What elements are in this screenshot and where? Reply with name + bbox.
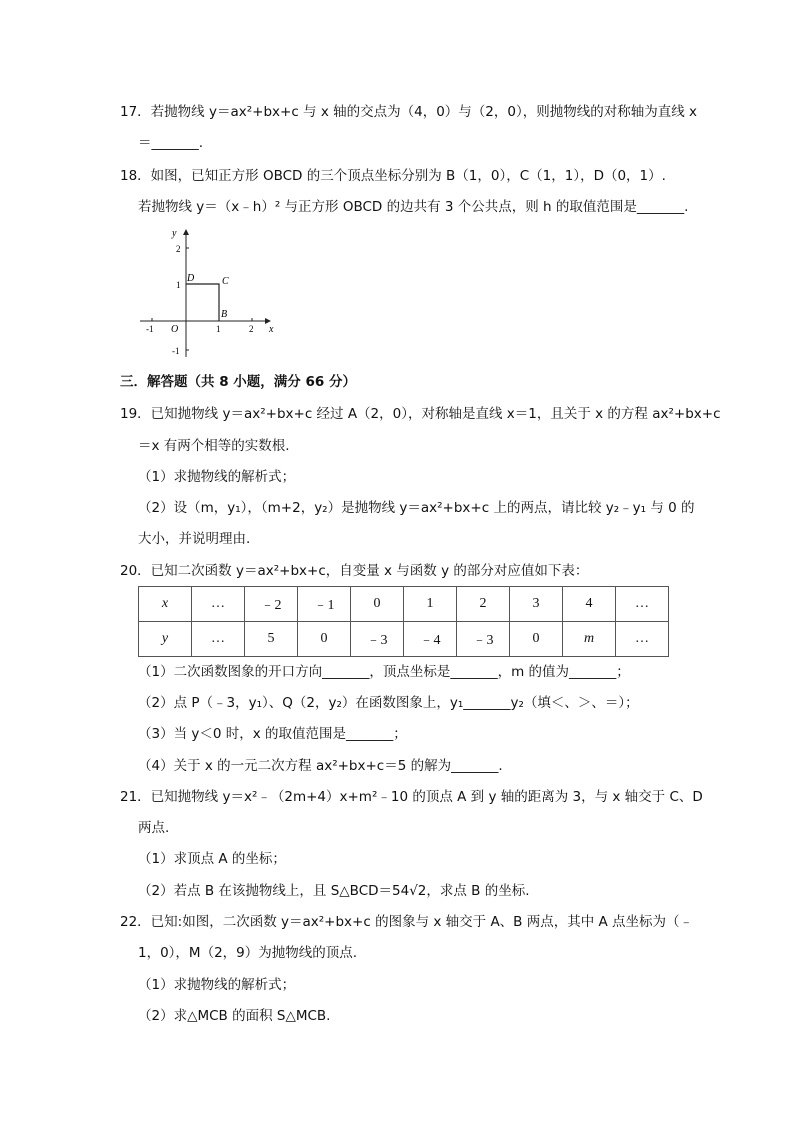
table-cell: …	[616, 622, 669, 657]
x-tick-label: 1	[216, 324, 221, 334]
q22-part-1: （1）求抛物线的解析式；	[138, 977, 296, 993]
q22-line-1: 22．已知:如图，二次函数 y＝ax²+bx+c 的图象与 x 轴交于 A、B 两点，其中 A 点坐标为（﹣	[120, 914, 694, 930]
table-row-x	[139, 587, 669, 622]
point-c-label: C	[222, 276, 229, 287]
table-cell: 0	[298, 622, 351, 657]
table-cell: x	[139, 587, 192, 622]
q19-line-1: 19．已知抛物线 y＝ax²+bx+c 经过 A（2，0），对称轴是直线 x＝1，且关于 x 的方程 ax²+bx+c	[120, 406, 721, 422]
table-cell: ﹣4	[404, 622, 457, 657]
table-cell: ﹣3	[351, 622, 404, 657]
q22-part-2: （2）求△MCB 的面积 S△MCB.	[138, 1008, 331, 1024]
value-table	[138, 586, 669, 657]
q20-part-4: （4）关于 x 的一元二次方程 ax²+bx+c＝5 的解为_______.	[138, 758, 503, 774]
table-cell: 0	[510, 622, 563, 657]
q21-line-1: 21．已知抛物线 y＝x²﹣（2m+4）x+m²﹣10 的顶点 A 到 y 轴的距离为 3，与 x 轴交于 C、D	[120, 789, 703, 805]
point-b-label: B	[221, 309, 228, 320]
q19-part-1: （1）求抛物线的解析式；	[138, 469, 296, 485]
table-cell: …	[192, 622, 245, 657]
q18-line-2: 若抛物线 y＝（x﹣h）² 与正方形 OBCD 的边共有 3 个公共点，则 h 的取值范围是_______.	[138, 199, 689, 215]
square-coordinate-figure	[138, 222, 288, 362]
table-cell: 1	[404, 587, 457, 622]
q19-part-2-line-2: 大小，并说明理由.	[138, 531, 251, 547]
q18-line-1: 18．如图，已知正方形 OBCD 的三个顶点坐标分别为 B（1，0），C（1，1），D（0，1）.	[120, 168, 666, 184]
table-cell: …	[192, 587, 245, 622]
q19-part-2-line-1: （2）设（m，y₁），（m+2，y₂）是抛物线 y＝ax²+bx+c 上的两点，请比较 y₂﹣y₁ 与 0 的	[138, 500, 695, 516]
x-tick-label: -1	[146, 324, 154, 334]
y-tick-label: 2	[176, 244, 181, 254]
origin-label: O	[171, 324, 179, 335]
y-axis-label: y	[172, 228, 177, 239]
table-cell: 3	[510, 587, 563, 622]
q20-part-1: （1）二次函数图象的开口方向_______，顶点坐标是_______，m 的值为_______；	[138, 664, 630, 680]
table-cell: y	[139, 622, 192, 657]
table-cell: ﹣2	[245, 587, 298, 622]
q17-line-2: ＝_______.	[138, 135, 204, 151]
table-cell: 4	[563, 587, 616, 622]
y-tick-label: 1	[176, 280, 181, 290]
table-row-y	[139, 622, 669, 657]
table-cell: m	[563, 622, 616, 657]
q21-part-1: （1）求顶点 A 的坐标；	[138, 851, 286, 867]
q20-part-2: （2）点 P（﹣3，y₁）、Q（2，y₂）在函数图象上，y₁_______y₂（填＜、＞、＝）；	[138, 695, 639, 711]
q20-line-1: 20．已知二次函数 y＝ax²+bx+c，自变量 x 与函数 y 的部分对应值如下表：	[120, 563, 589, 579]
q21-line-2: 两点.	[138, 820, 170, 836]
q17-line-1: 17．若抛物线 y＝ax²+bx+c 与 x 轴的交点为（4，0）与（2，0），则抛物线的对称轴为直线 x	[120, 104, 697, 120]
y-tick-label: -1	[172, 346, 180, 356]
table-cell: 2	[457, 587, 510, 622]
table-cell: …	[616, 587, 669, 622]
section-heading: 三．解答题（共 8 小题，满分 66 分）	[120, 374, 356, 390]
q19-line-2: ＝x 有两个相等的实数根.	[138, 438, 290, 454]
x-axis-label: x	[269, 324, 274, 335]
table-cell: 0	[351, 587, 404, 622]
point-d-label: D	[187, 273, 195, 284]
square-obcd	[186, 284, 219, 321]
table-cell: ﹣1	[298, 587, 351, 622]
table-cell: 5	[245, 622, 298, 657]
table-cell: ﹣3	[457, 622, 510, 657]
q20-part-3: （3）当 y＜0 时，x 的取值范围是_______；	[138, 726, 407, 742]
x-tick-label: 2	[249, 324, 254, 334]
q22-line-2: 1，0），M（2，9）为抛物线的顶点.	[138, 945, 358, 961]
q21-part-2: （2）若点 B 在该抛物线上，且 S△BCD＝54√2，求点 B 的坐标.	[138, 883, 530, 899]
